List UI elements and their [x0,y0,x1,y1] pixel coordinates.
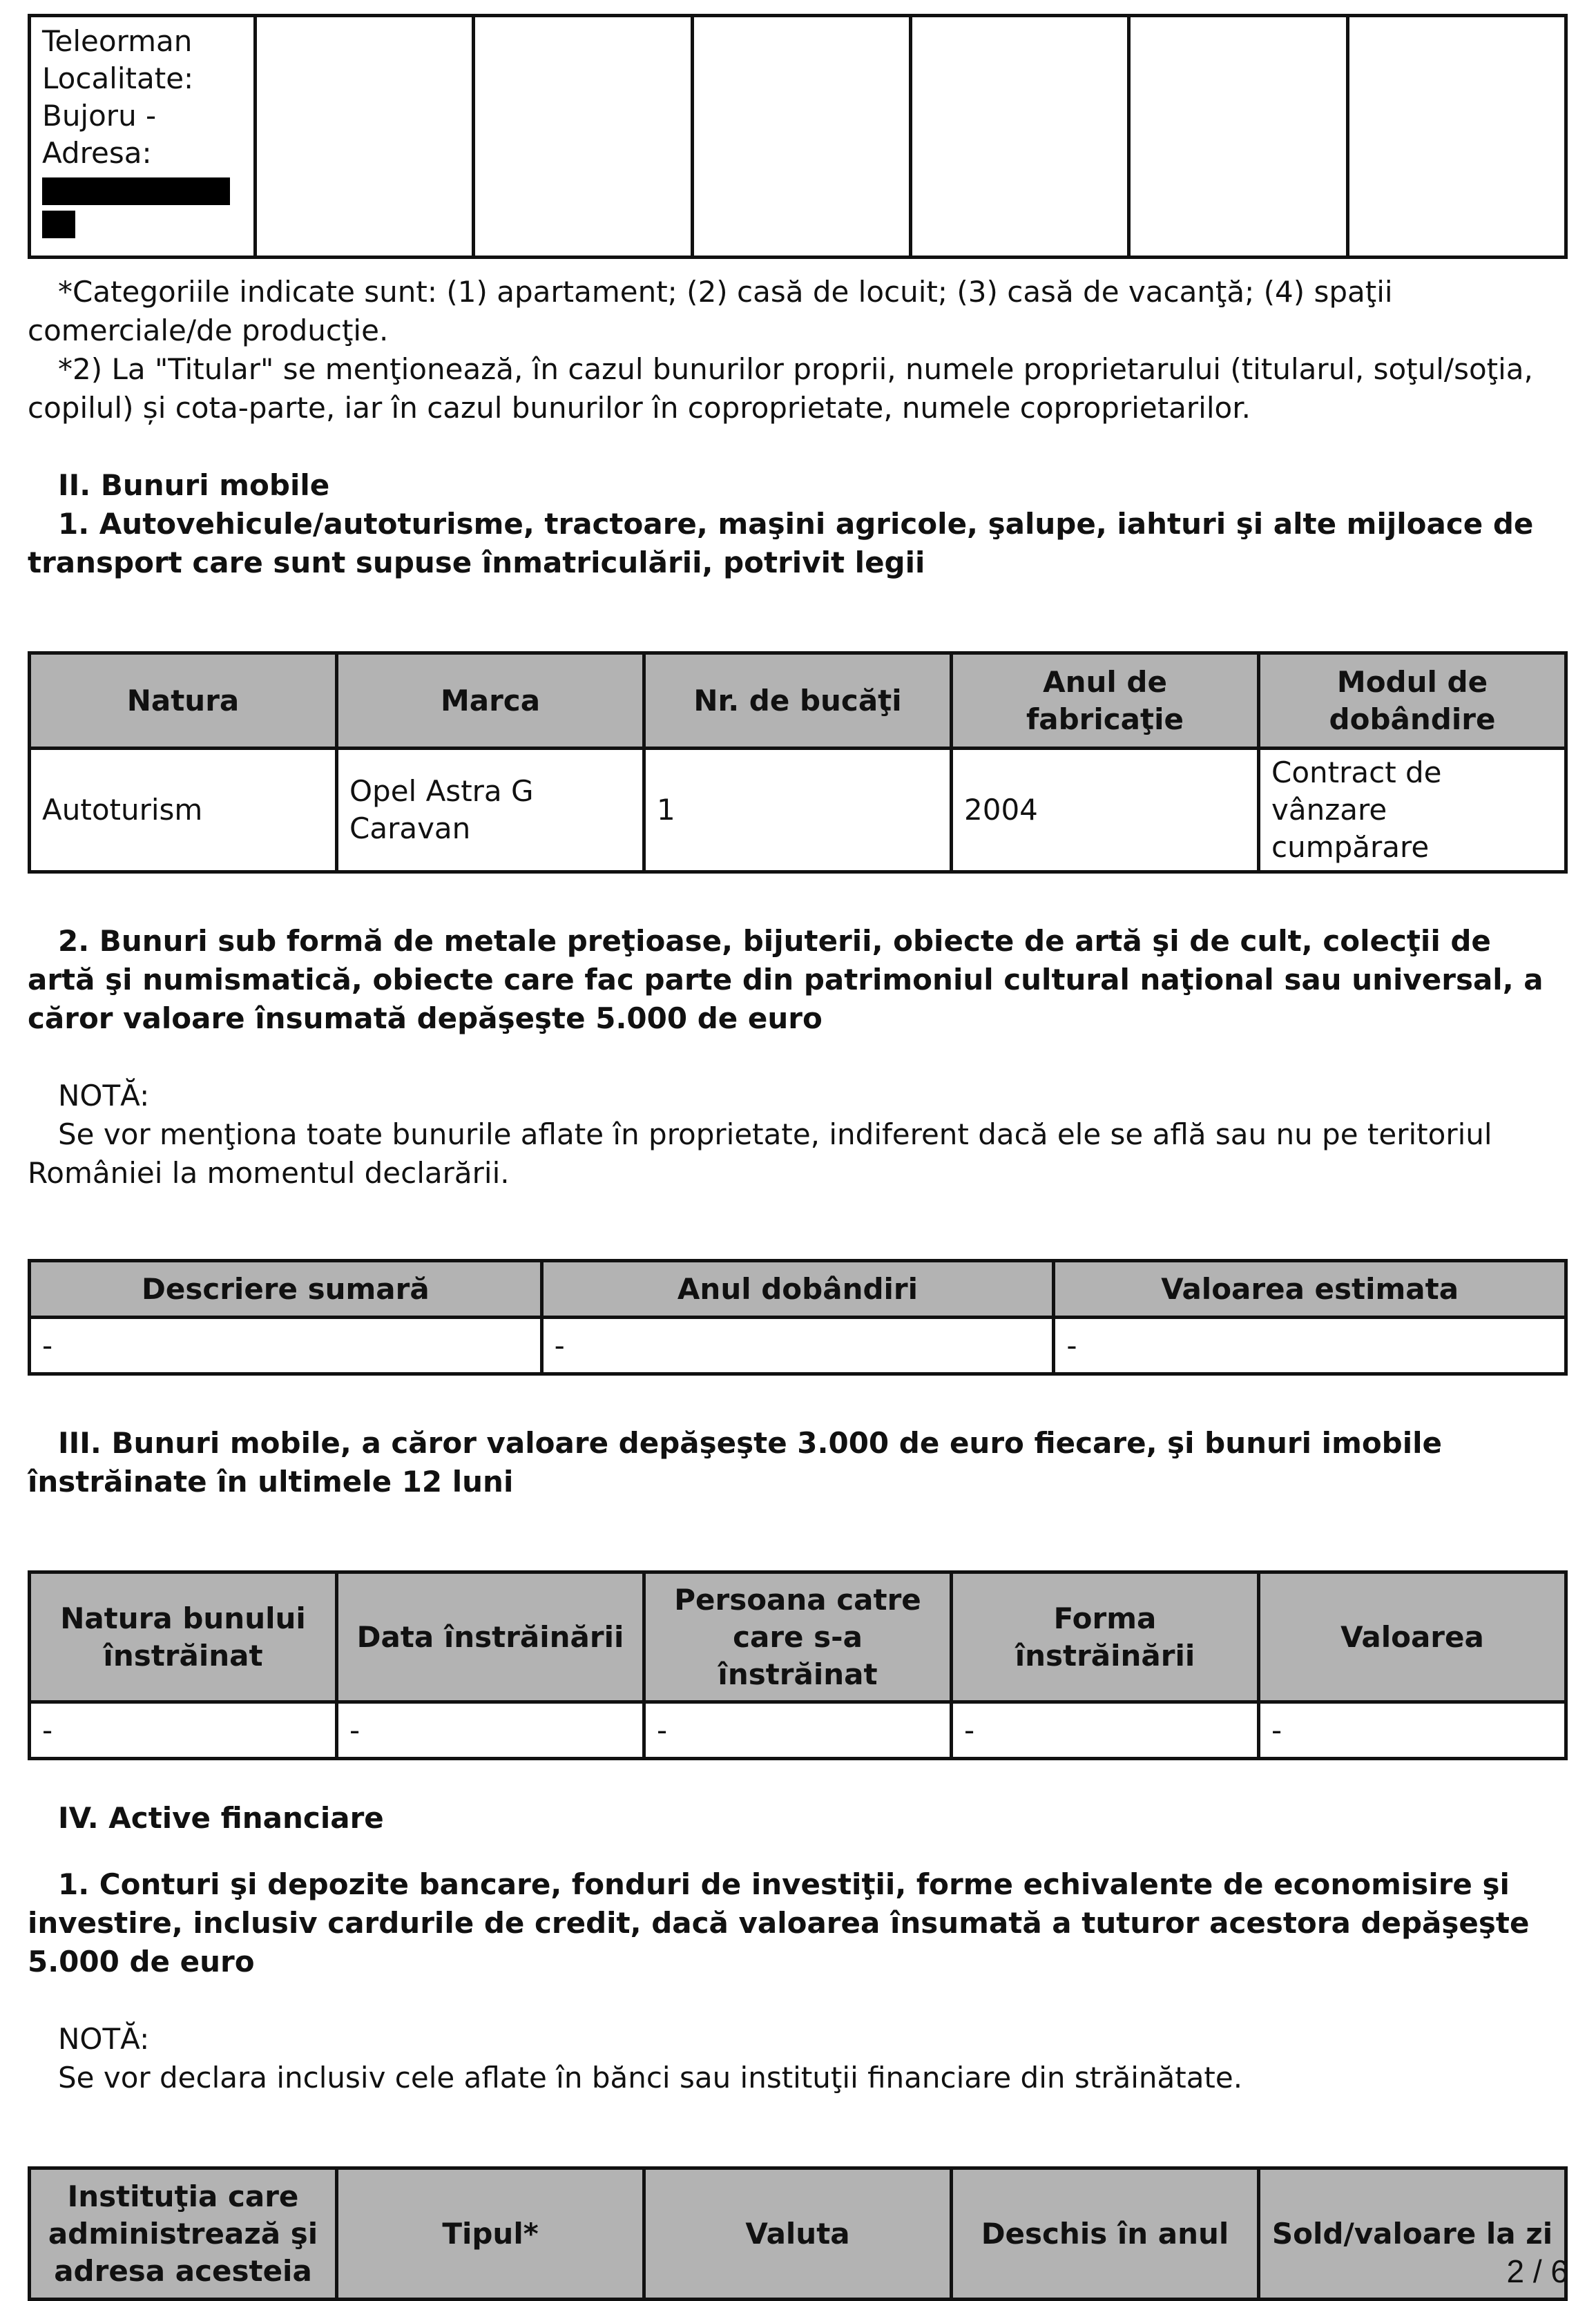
column-header: Natura bunului înstrăinat [30,1572,337,1702]
table-cell: - [952,1702,1259,1759]
table-cell: - [30,1318,542,1374]
county-text: Teleorman [42,24,193,58]
column-header: Deschis în anul [952,2168,1259,2300]
column-header: Forma înstrăinării [952,1572,1259,1702]
column-header: Valoarea estimata [1054,1261,1566,1318]
table-row [30,1702,1566,1759]
table-cell: - [1054,1318,1566,1374]
nota-text: Se vor menţiona toate bunurile aflate în proprietate, indiferent dacă ele se află sau nu pe teritoriul României la momentul declarării. [28,1117,1492,1190]
redaction-bar [42,211,75,238]
table-cell: - [337,1702,644,1759]
empty-cell [692,16,910,258]
table-cell: - [541,1318,1054,1374]
property-table-continuation [28,14,1568,259]
table-cell: 1 [644,749,952,872]
locality-label: Localitate: [42,61,194,95]
table-cell: 2004 [952,749,1259,872]
address-label: Adresa: [42,136,152,170]
table-row [30,749,1566,872]
table-cell: Contract de vânzare cumpărare [1259,749,1566,872]
column-header: Sold/valoare la zi [1259,2168,1566,2300]
column-header: Data înstrăinării [337,1572,644,1702]
column-header: Persoana catre care s-a înstrăinat [644,1572,952,1702]
table-cell: - [30,1702,337,1759]
alienated-goods-table [28,1570,1568,1760]
categories-note: *Categoriile indicate sunt: (1) apartament; (2) casă de locuit; (3) casă de vacanţă; (4) spaţii comerciale/de producţie. [28,275,1393,347]
table-header-row [30,1261,1566,1318]
subsection-title: 1. Conturi şi depozite bancare, fonduri de investiţii, forme echivalente de economisire şi investire, inclusiv cardurile de credit, dacă valoarea însumată a tuturor acestora depăşeşte 5.000 de euro [28,1867,1530,1979]
column-header: Nr. de bucăţi [644,653,952,749]
valuables-table [28,1259,1568,1376]
empty-cell [474,16,692,258]
empty-cell [256,16,474,258]
empty-cell [910,16,1128,258]
column-header: Natura [30,653,337,749]
page-number: 2 / 6 [1506,2253,1568,2289]
subsection-title: 1. Autovehicule/autoturisme, tractoare, maşini agricole, şalupe, iahturi şi alte mijloace de transport care sunt supuse înmatriculării, potrivit legii [28,507,1534,579]
titular-note: *2) La "Titular" se menţionează, în cazul bunurilor proprii, numele proprietarului (titularul, soţul/soţia, copilul) și cota-parte, iar în cazul bunurilor în coproprietate, numele coproprietarilor. [28,352,1533,425]
table-cell: - [644,1702,952,1759]
section-title: II. Bunuri mobile [58,468,330,502]
column-header: Marca [337,653,644,749]
vehicles-table [28,651,1568,874]
section-title: IV. Active financiare [58,1801,384,1835]
nota-text: Se vor declara inclusiv cele aflate în bănci sau instituţii financiare din străinătate. [58,2061,1243,2095]
table-cell: Opel Astra G Caravan [337,749,644,872]
empty-cell [1129,16,1347,258]
column-header: Instituţia care administrează şi adresa acesteia [30,2168,337,2300]
table-header-row [30,653,1566,749]
empty-cell [1347,16,1566,258]
redaction-bar [42,177,230,205]
column-header: Valoarea [1259,1572,1566,1702]
column-header: Descriere sumară [30,1261,542,1318]
column-header: Anul de fabricaţie [952,653,1259,749]
locality-value: Bujoru - [42,99,157,133]
nota-label: NOTĂ: [58,2022,150,2056]
table-header-row [30,2168,1566,2300]
nota-label: NOTĂ: [58,1079,150,1113]
financial-accounts-table [28,2166,1568,2301]
column-header: Valuta [644,2168,952,2300]
address-cell [30,16,256,258]
column-header: Anul dobândiri [541,1261,1054,1318]
table-row [30,16,1566,258]
column-header: Tipul* [337,2168,644,2300]
table-row [30,1318,1566,1374]
table-header-row [30,1572,1566,1702]
subsection-title: 2. Bunuri sub formă de metale preţioase, bijuterii, obiecte de artă şi de cult, colecţii de artă şi numismatică, obiecte care fac parte din patrimoniul cultural naţional sau universal, a căror valoare însumată depăşeşte 5.000 de euro [28,924,1544,1035]
column-header: Modul de dobândire [1259,653,1566,749]
document-page [28,14,1568,2301]
table-cell: - [1259,1702,1566,1759]
table-cell: Autoturism [30,749,337,872]
section-title: III. Bunuri mobile, a căror valoare depăşeşte 3.000 de euro fiecare, şi bunuri imobile înstrăinate în ultimele 12 luni [28,1426,1443,1499]
